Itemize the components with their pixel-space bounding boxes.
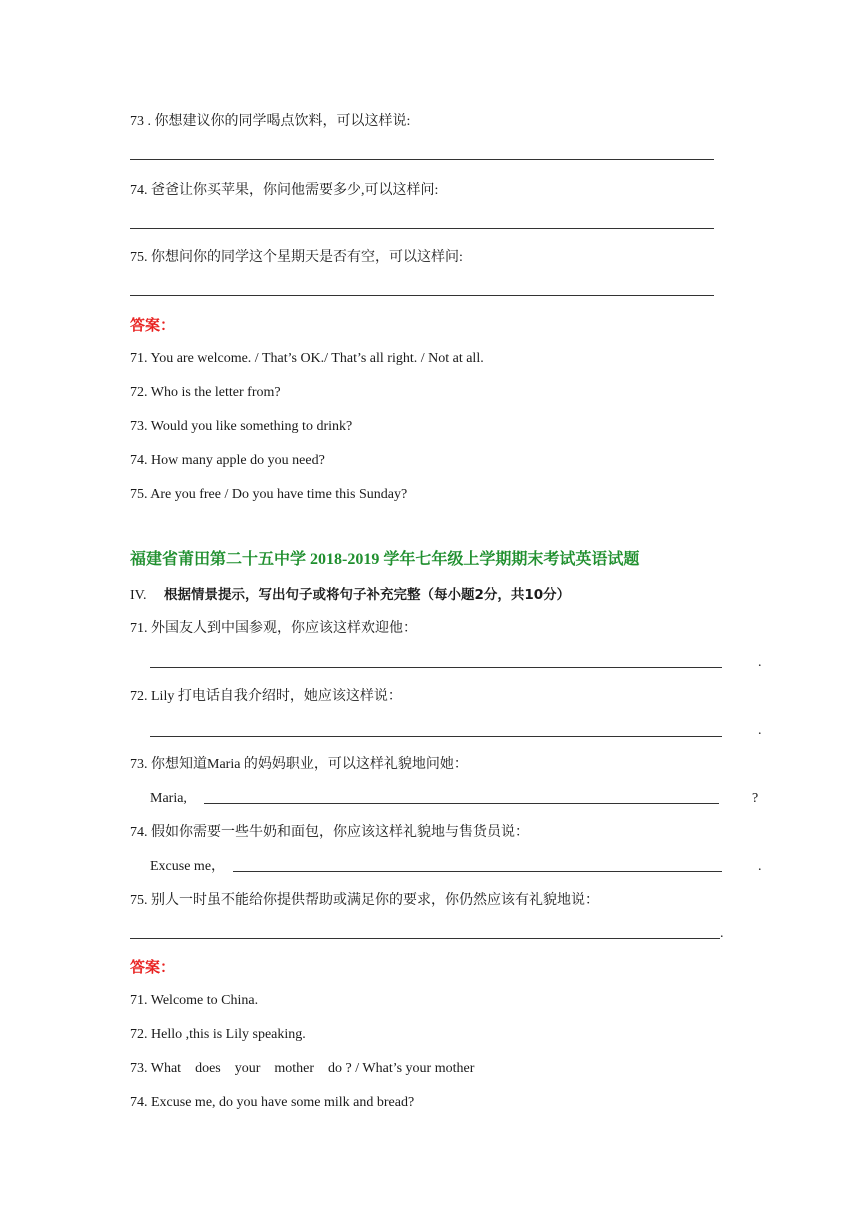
question-74: 74. 爸爸让你买苹果，你问他需要多少,可以这样问: (130, 183, 439, 198)
question-75: 75. 你想问你的同学这个星期天是否有空，可以这样问: (130, 250, 463, 265)
s2-prefix-73: Maria, (150, 791, 187, 806)
s2-answer-line-71[interactable] (150, 667, 722, 668)
answer-73: 73. Would you like something to drink? (130, 419, 353, 434)
s2-question-74: 74. 假如你需要一些牛奶和面包，你应该这样礼貌地与售货员说： (130, 825, 529, 840)
answer2-73: 73. What does your mother do ? / What’s your mother (130, 1061, 475, 1076)
answer-line-73[interactable] (130, 159, 714, 160)
s2-prefix-74: Excuse me， (150, 859, 226, 874)
answer-line-74[interactable] (130, 228, 714, 229)
answer-heading: 答案： (130, 316, 176, 334)
s2-question-73: 73. 你想知道Maria 的妈妈职业，可以这样礼貌地问她： (130, 757, 468, 772)
answer2-71: 71. Welcome to China. (130, 993, 259, 1008)
answer-74: 74. How many apple do you need? (130, 453, 325, 468)
s2-answer-line-74[interactable] (233, 871, 722, 872)
answer-72: 72. Who is the letter from? (130, 385, 281, 400)
s2-end-72: . (758, 723, 762, 738)
s2-question-75: 75. 别人一时虽不能给你提供帮助或满足你的要求，你仍然应该有礼貌地说： (130, 893, 599, 908)
answer2-72: 72. Hello ,this is Lily speaking. (130, 1027, 306, 1042)
s2-question-71: 71. 外国友人到中国参观，你应该这样欢迎他： (130, 621, 417, 636)
s2-answer-line-75[interactable] (130, 938, 720, 939)
section-title: 福建省莆田第二十五中学 2018-2019 学年七年级上学期期末考试英语试题 (130, 551, 640, 568)
s2-answer-line-73[interactable] (204, 803, 719, 804)
answer-line-75[interactable] (130, 295, 714, 296)
s2-end-75: . (720, 926, 724, 941)
s2-end-71: . (758, 655, 762, 670)
question-73: 73 . 你想建议你的同学喝点饮料，可以这样说: (130, 114, 411, 129)
answer-heading-2: 答案： (130, 958, 176, 976)
s2-answer-line-72[interactable] (150, 736, 722, 737)
answer2-74: 74. Excuse me, do you have some milk and bread? (130, 1095, 415, 1110)
section-instruction (130, 586, 570, 605)
answer-71: 71. You are welcome. / That’s OK./ That’s all right. / Not at all. (130, 351, 484, 366)
s2-question-72: 72. Lily 打电话自我介绍时，她应该这样说： (130, 689, 402, 704)
instruction-number: IV. (130, 588, 147, 603)
answer-75: 75. Are you free / Do you have time this Sunday? (130, 487, 408, 502)
s2-end-74: . (758, 859, 762, 874)
s2-end-73: ? (752, 791, 759, 806)
instruction-text: 根据情景提示，写出句子或将句子补充完整（每小题2分，共10分） (163, 587, 571, 603)
